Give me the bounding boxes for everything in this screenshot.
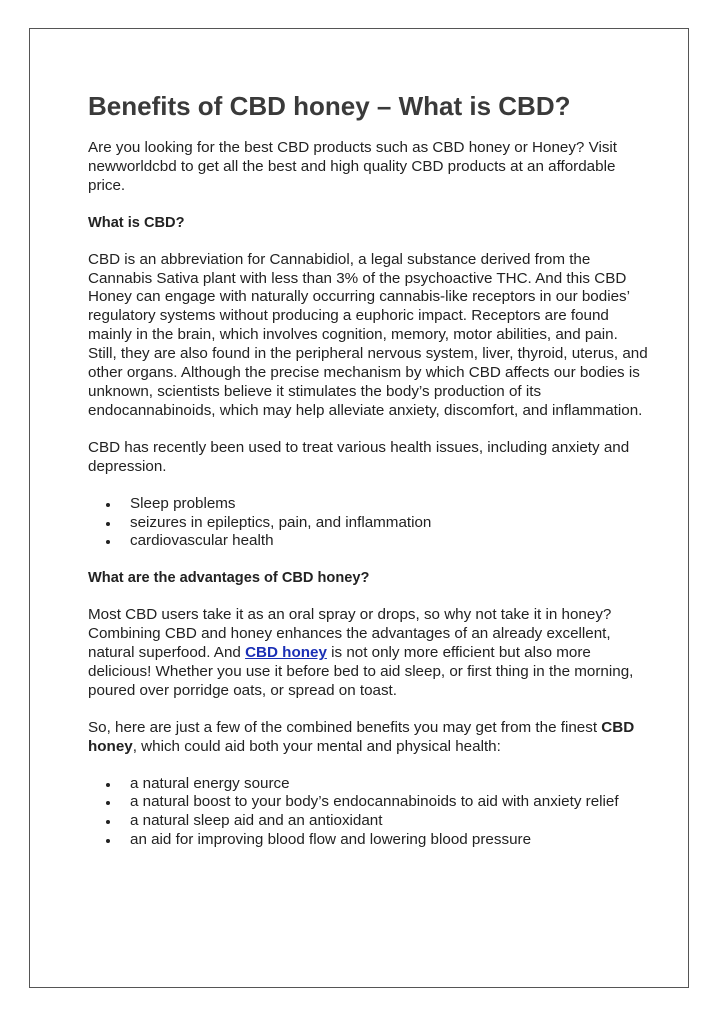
benefits-intro-paragraph: [88, 719, 648, 757]
advantages-text-before: Most CBD users take it as an oral spray or drops, so why not take it in honey? Combining CBD and honey enhances the advantages of an already excellent, natural superfood. And: [88, 606, 612, 662]
list-item: an aid for improving blood flow and lowering blood pressure: [130, 831, 648, 850]
cbd-honey-link[interactable]: CBD honey: [245, 644, 327, 662]
advantages-text-after: is not only more efficient but also more delicious! Whether you use it before bed to aid sleep, or first thing in the morning, poured over porridge oats, or spread on toast.: [88, 644, 634, 699]
cbd-honey-bold: CBD honey: [88, 718, 635, 755]
health-issues-list: [88, 495, 648, 552]
list-item: Sleep problems: [130, 495, 648, 514]
cbd-uses-paragraph: CBD has recently been used to treat various health issues, including anxiety and depression.: [88, 438, 630, 475]
intro-paragraph: Are you looking for the best CBD products such as CBD honey or Honey? Visit newworldcbd to get all the best and high quality CBD products at an affordable price.: [88, 139, 618, 194]
document-title: Benefits of CBD honey – What is CBD?: [88, 91, 571, 121]
list-item: a natural sleep aid and an antioxidant: [130, 812, 648, 831]
benefits-text-after: , which could aid both your mental and physical health:: [132, 737, 501, 755]
document-page: [29, 28, 689, 988]
section-heading-advantages: What are the advantages of CBD honey?: [88, 570, 370, 587]
list-item: seizures in epileptics, pain, and inflammation: [130, 514, 648, 533]
list-item: a natural boost to your body’s endocannabinoids to aid with anxiety relief: [130, 793, 648, 812]
advantages-paragraph: [88, 606, 648, 701]
list-item: a natural energy source: [130, 775, 648, 794]
section-heading-what-is-cbd: What is CBD?: [88, 214, 185, 231]
benefits-text-before: So, here are just a few of the combined benefits you may get from the finest: [88, 718, 602, 736]
cbd-definition-paragraph: CBD is an abbreviation for Cannabidiol, a legal substance derived from the Cannabis Sativa plant with less than 3% of the psychoactive THC. And this CBD Honey can engage with naturally occurring cannabis-like receptors in our bodies’ regulatory systems without producing a euphoric impact. Receptors are found mainly in the brain, which involves cognition, memory, motor abilities, and pain. Still, they are also found in the peripheral nervous system, liver, thyroid, uterus, and other organs. Although the precise mechanism by which CBD affects our bodies is unknown, scientists believe it stimulates the body’s production of its endocannabinoids, which may help alleviate anxiety, discomfort, and inflammation.: [88, 250, 648, 419]
benefits-list: [88, 775, 648, 851]
document-content: [88, 91, 648, 868]
list-item: cardiovascular health: [130, 532, 648, 551]
